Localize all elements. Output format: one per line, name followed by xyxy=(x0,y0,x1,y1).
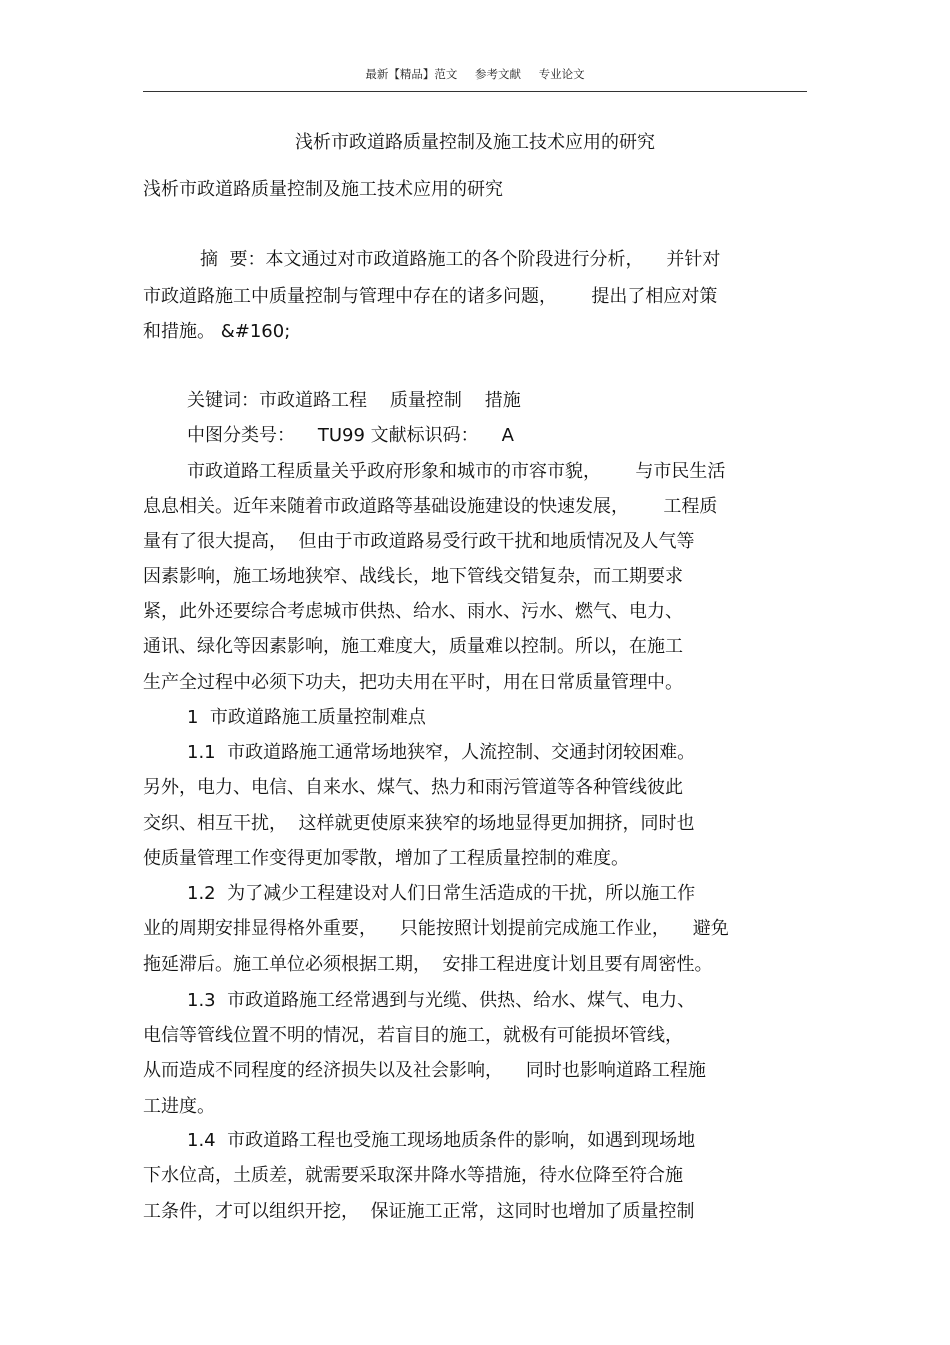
body-line: 1.4 市政道路工程也受施工现场地质条件的影响，如遇到现场地 xyxy=(187,1130,696,1151)
document-title: 浅析市政道路质量控制及施工技术应用的研究 xyxy=(295,132,655,153)
body-line: 中图分类号： TU99 文献标识码： A xyxy=(187,425,514,446)
header-rule xyxy=(143,91,807,92)
body-line: 量有了很大提高， 但由于市政道路易受行政干扰和地质情况及人气等 xyxy=(143,531,695,552)
body-line: 息息相关。近年来随着市政道路等基础设施建设的快速发展， 工程质 xyxy=(143,496,718,517)
body-line: 摘 要：本文通过对市政道路施工的各个阶段进行分析， 并针对 xyxy=(200,249,721,270)
body-line: 关键词：市政道路工程 质量控制 措施 xyxy=(187,390,521,411)
body-line: 市政道路施工中质量控制与管理中存在的诸多问题， 提出了相应对策 xyxy=(143,286,718,307)
body-line: 拖延滞后。施工单位必须根据工期， 安排工程进度计划且要有周密性。 xyxy=(143,954,713,975)
body-line: 从而造成不同程度的经济损失以及社会影响， 同时也影响道路工程施 xyxy=(143,1060,706,1081)
body-line: 下水位高，土质差，就需要采取深井降水等措施，待水位降至符合施 xyxy=(143,1165,683,1186)
body-line: 交织、相互干扰， 这样就更使原来狭窄的场地显得更加拥挤，同时也 xyxy=(143,813,695,834)
body-line: 1.3 市政道路施工经常遇到与光缆、供热、给水、煤气、电力、 xyxy=(187,990,696,1011)
body-line: 市政道路工程质量关乎政府形象和城市的市容市貌， 与市民生活 xyxy=(187,461,726,482)
body-line: 生产全过程中必须下功夫，把功夫用在平时，用在日常质量管理中。 xyxy=(143,672,683,693)
document-subtitle: 浅析市政道路质量控制及施工技术应用的研究 xyxy=(143,179,503,200)
body-line: 1.2 为了减少工程建设对人们日常生活造成的干扰，所以施工作 xyxy=(187,883,696,904)
body-line: 电信等管线位置不明的情况，若盲目的施工，就极有可能损坏管线， xyxy=(143,1025,683,1046)
page-header: 最新【精品】范文 参考文献 专业论文 xyxy=(365,67,585,81)
body-line: 紧，此外还要综合考虑城市供热、给水、雨水、污水、燃气、电力、 xyxy=(143,601,683,622)
body-line: 另外，电力、电信、自来水、煤气、热力和雨污管道等各种管线彼此 xyxy=(143,777,683,798)
body-line: 工进度。 xyxy=(143,1096,215,1117)
body-line: 1.1 市政道路施工通常场地狭窄，人流控制、交通封闭较困难。 xyxy=(187,742,696,763)
body-line: 1 市政道路施工质量控制难点 xyxy=(187,707,426,728)
body-line: 工条件，才可以组织开挖， 保证施工正常，这同时也增加了质量控制 xyxy=(143,1201,695,1222)
body-line: 使质量管理工作变得更加零散，增加了工程质量控制的难度。 xyxy=(143,848,629,869)
body-line: 因素影响，施工场地狭窄、战线长，地下管线交错复杂，而工期要求 xyxy=(143,566,683,587)
body-line: 通讯、绿化等因素影响，施工难度大，质量难以控制。所以，在施工 xyxy=(143,636,683,657)
body-line: 业的周期安排显得格外重要， 只能按照计划提前完成施工作业， 避免 xyxy=(143,918,729,939)
body-line: 和措施。 &#160; xyxy=(143,321,291,342)
